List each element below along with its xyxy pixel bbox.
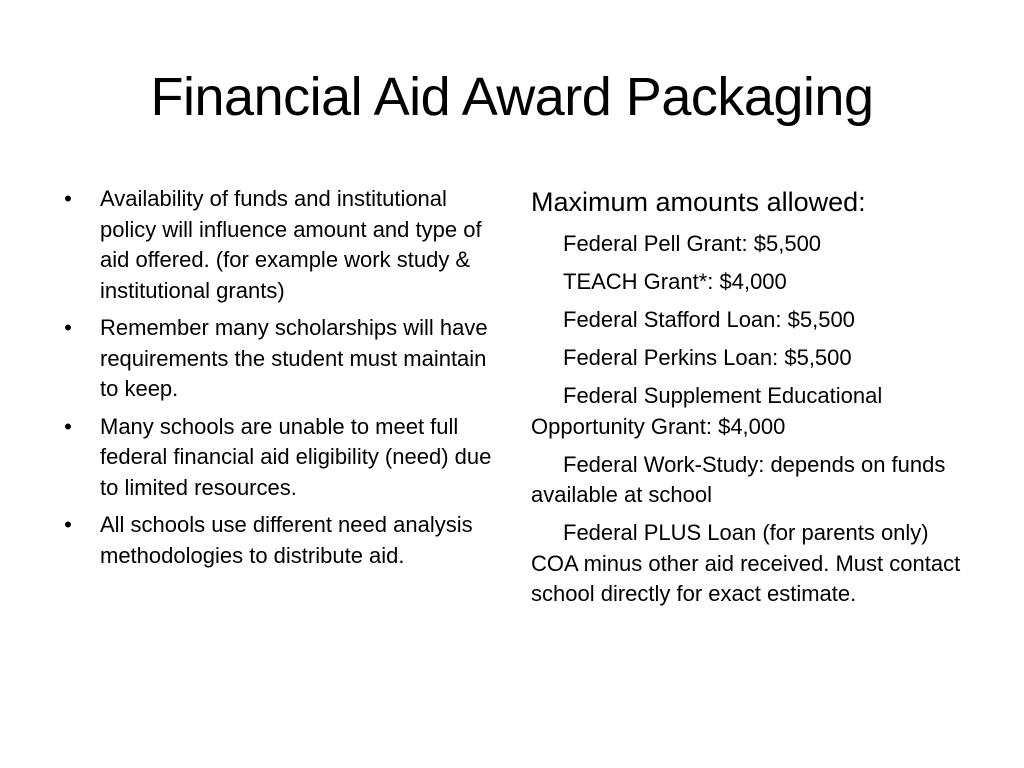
bullet-item: [58, 412, 498, 504]
amount-plus: Federal PLUS Loan (for parents only) COA minus other aid received. Must contact school directly for exact estimate.: [531, 520, 961, 606]
amount-pell: Federal Pell Grant: $5,500: [563, 231, 822, 256]
bullet-icon: •: [64, 512, 72, 537]
right-content: [531, 184, 971, 617]
amount-seog: Federal Supplement Educational Opportunity Grant: $4,000: [531, 383, 883, 439]
left-content: [58, 184, 498, 578]
bullet-text: Remember many scholarships will have requirements the student must maintain to keep.: [100, 315, 488, 401]
amount-work-study: Federal Work-Study: depends on funds available at school: [531, 451, 946, 507]
bullet-item: [58, 184, 498, 306]
bullet-icon: •: [64, 413, 72, 439]
amount-teach: TEACH Grant*: $4,000: [563, 269, 787, 294]
bullet-item: [58, 313, 498, 405]
bullet-text: Availability of funds and institutional policy will influence amount and type of aid offered. (for example work study & institutional grants): [100, 186, 482, 303]
max-amounts-heading: Maximum amounts allowed:: [531, 187, 866, 217]
amount-stafford: Federal Stafford Loan: $5,500: [563, 307, 855, 332]
bullet-text: All schools use different need analysis methodologies to distribute aid.: [100, 512, 473, 568]
slide-title: Financial Aid Award Packaging: [150, 67, 874, 127]
bullet-text: Many schools are unable to meet full federal financial aid eligibility (need) due to limited resources.: [100, 413, 492, 500]
bullet-list: [58, 184, 498, 571]
bullet-icon: •: [64, 315, 72, 340]
bullet-icon: •: [64, 186, 72, 211]
amount-perkins: Federal Perkins Loan: $5,500: [563, 345, 852, 370]
bullet-item: [58, 510, 498, 571]
